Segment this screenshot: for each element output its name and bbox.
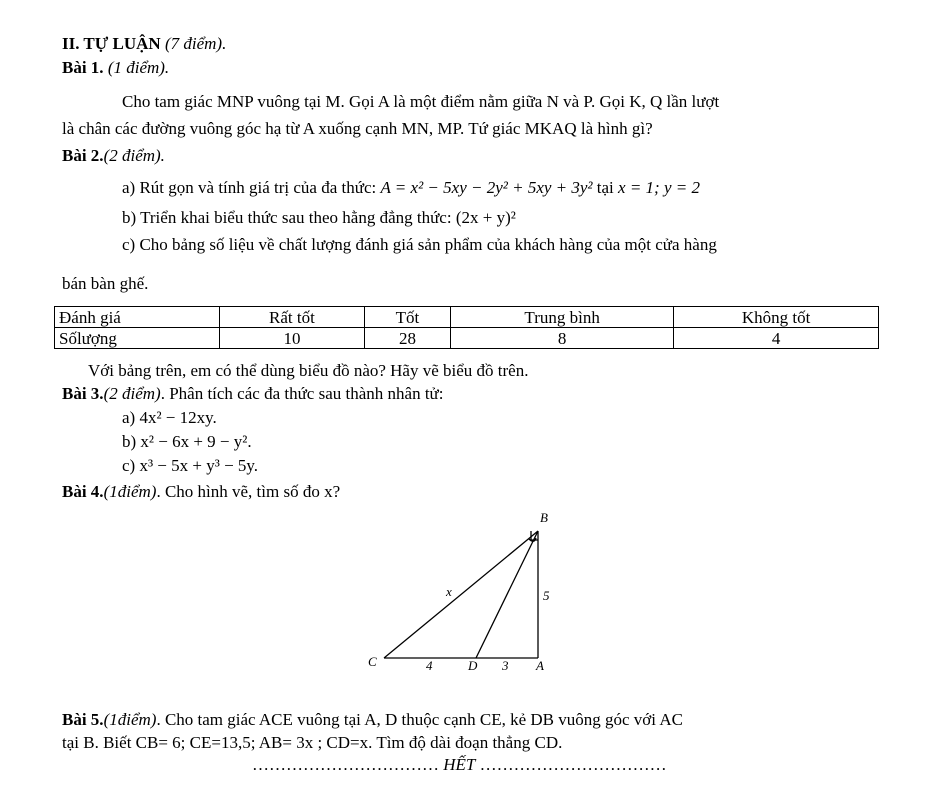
label-A: A: [536, 658, 544, 673]
bai3-part-c: c) x³ − 5x + y³ − 5y.: [122, 456, 259, 475]
bai3-part-b: b) x² − 6x + 9 − y².: [122, 432, 252, 451]
bai3-part-a: a) 4x² − 12xy.: [122, 408, 217, 427]
section-heading: [62, 34, 226, 54]
table-cell: Sốlượng: [55, 328, 220, 349]
footer-dots-right: ……………………………: [479, 755, 667, 774]
bai2-a-mid: tại: [596, 178, 614, 197]
bai2-points: (2 điểm).: [103, 146, 165, 165]
section-points: (7 điểm).: [164, 34, 227, 53]
footer-dots-left: ……………………………: [252, 755, 439, 774]
table-header-cell: Trung bình: [451, 307, 674, 328]
bai1-text-line2: là chân các đường vuông góc hạ từ A xuống cạnh MN, MP. Tứ giác MKAQ là hình gì?: [62, 119, 653, 138]
bai2-part-c-line1: c) Cho bảng số liệu về chất lượng đánh giá sản phẩm của khách hàng của một cửa hàng: [122, 235, 717, 254]
bai2-part-b: b) Triển khai biểu thức sau theo hằng đẳng thức: (2x + y)²: [122, 208, 516, 227]
bai3-points: (2 điểm): [103, 384, 161, 403]
footer-end-text: HẾT: [443, 755, 476, 774]
table-header-cell: Không tốt: [674, 307, 879, 328]
bai1-text-line1: Cho tam giác MNP vuông tại M. Gọi A là một điểm nằm giữa N và P. Gọi K, Q lần lượt: [122, 92, 720, 111]
bai3-title: Bài 3.: [62, 384, 104, 403]
table-header-cell: Tốt: [364, 307, 450, 328]
bai2-title: Bài 2.: [62, 146, 104, 165]
bai5-heading: [62, 710, 683, 730]
bai1-heading: [62, 58, 169, 78]
segment-CB: [384, 531, 538, 658]
bai1-points: (1 điểm).: [107, 58, 170, 77]
label-x: x: [446, 584, 452, 599]
bai4-points: (1điểm): [103, 482, 157, 501]
bai5-points: (1điểm): [103, 710, 157, 729]
table-header-row: [55, 307, 879, 328]
section-title: II. TỰ LUẬN: [62, 34, 161, 53]
table-cell: 10: [220, 328, 365, 349]
bai1-title: Bài 1.: [62, 58, 104, 77]
footer-end: [252, 755, 667, 775]
bai2-heading: [62, 146, 165, 166]
bai3-text: . Phân tích các đa thức sau thành nhân tử:: [160, 384, 444, 403]
table-question: Với bảng trên, em có thể dùng biểu đồ nào? Hãy vẽ biểu đồ trên.: [88, 361, 529, 380]
triangle-figure: [350, 508, 570, 678]
bai5-title: Bài 5.: [62, 710, 104, 729]
bai4-text: . Cho hình vẽ, tìm số đo x?: [156, 482, 341, 501]
bai5-text-line2: tại B. Biết CB= 6; CE=13,5; AB= 3x ; CD=x. Tìm độ dài đoạn thẳng CD.: [62, 733, 563, 752]
bai2-a-values: x = 1; y = 2: [618, 178, 700, 197]
label-B: B: [540, 510, 548, 525]
label-AB-length: 5: [543, 588, 550, 603]
table-cell: 28: [364, 328, 450, 349]
rating-table: [54, 306, 879, 349]
table-header-cell: Rất tốt: [220, 307, 365, 328]
segment-DB: [476, 531, 538, 658]
bai2-a-prefix: a) Rút gọn và tính giá trị của đa thức:: [122, 178, 377, 197]
label-D: D: [468, 658, 478, 673]
label-C: C: [368, 654, 377, 669]
bai5-text-line1: . Cho tam giác ACE vuông tại A, D thuộc cạnh CE, kẻ DB vuông góc với AC: [156, 710, 683, 729]
table-cell: 4: [674, 328, 879, 349]
bai4-title: Bài 4.: [62, 482, 104, 501]
bai3-heading: [62, 384, 443, 404]
bai4-heading: [62, 482, 340, 502]
bai2-part-a: [122, 178, 700, 198]
label-CD-length: 4: [426, 658, 433, 673]
bai2-part-c-line2: bán bàn ghế.: [62, 274, 149, 293]
bai2-a-polynomial: A = x² − 5xy − 2y² + 5xy + 3y²: [380, 178, 593, 197]
table-cell: 8: [451, 328, 674, 349]
table-header-cell: Đánh giá: [55, 307, 220, 328]
label-DA-length: 3: [502, 658, 509, 673]
table-row: [55, 328, 879, 349]
